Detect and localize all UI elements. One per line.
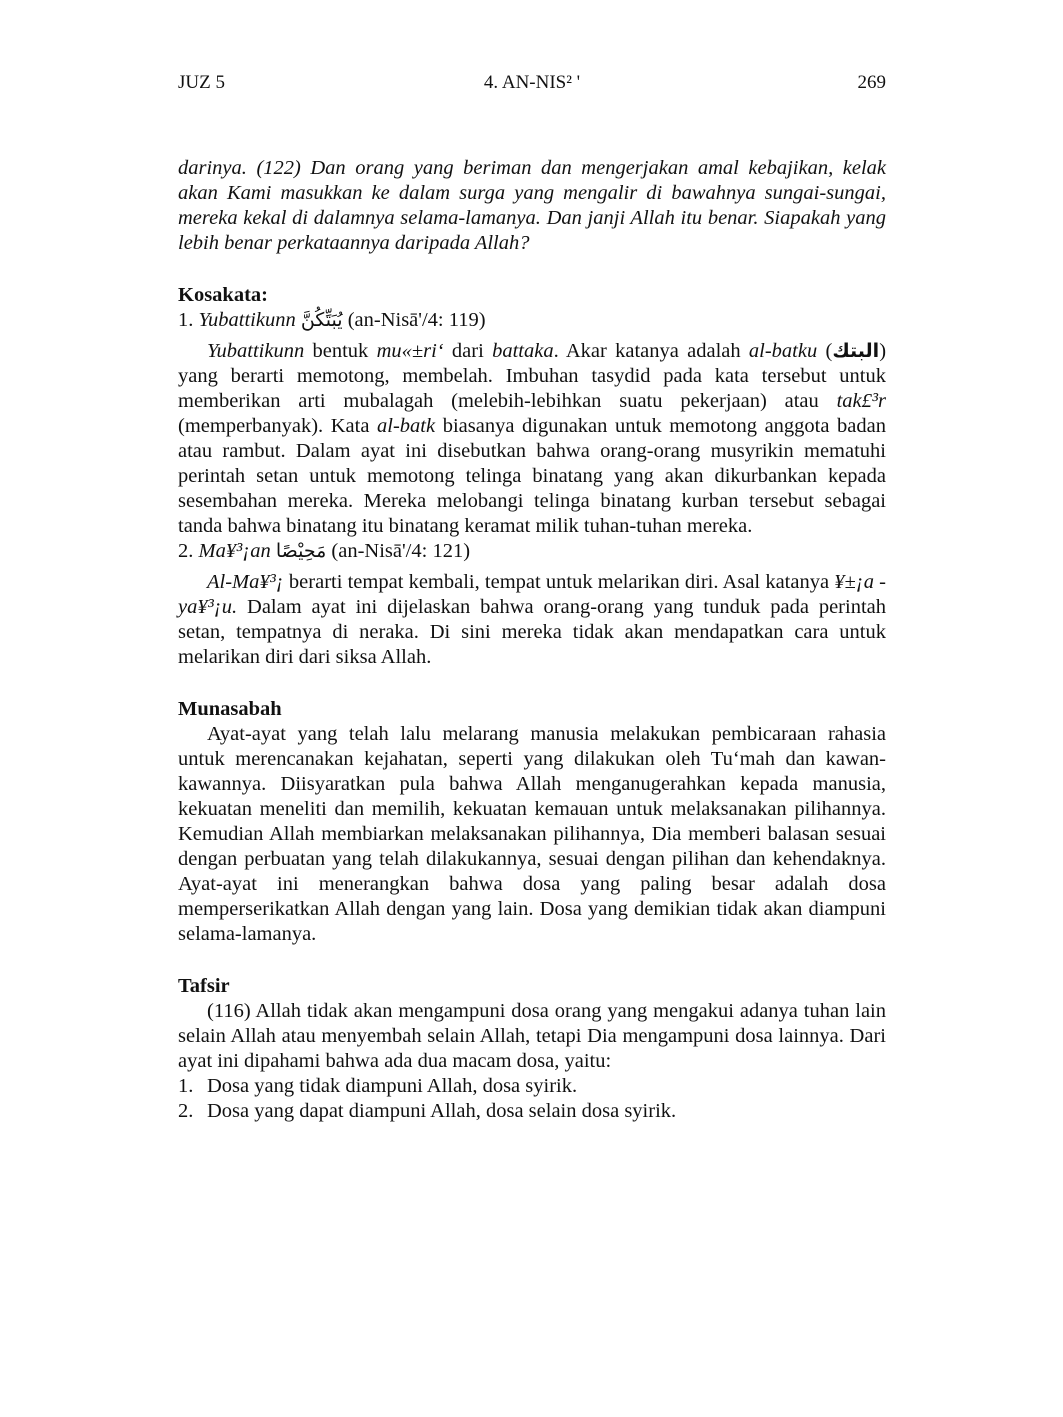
- vocab-term-1: [178, 308, 886, 333]
- list-number: 1.: [178, 1075, 194, 1097]
- vocab-term-1-explanation: Yubattikunn bentuk mu«±ri‘ dari battaka. Akar katanya adalah al-batku (البتك) yang berarti memotong, membelah. Imbuhan tasydid pada kata tersebut untuk memberikan arti mubalagah (melebih-lebihkan suatu pekerjaan) atau tak£³r (memperbanyak). Kata al-batk biasanya digunakan untuk memotong anggota badan atau rambut. Dalam ayat ini disebutkan bahwa orang-orang musyrikin mematuhi perintah setan untuk memotong telinga binatang yang akan dikurbankan kepada sesembahan mereka. Mereka melobangi telinga binatang kurban tersebut sebagai tanda bahwa binatang itu binatang keramat milik tuhan-tuhan mereka.: [178, 340, 887, 537]
- term-arabic: يُبَتِّكُنَّ: [300, 309, 343, 331]
- munasabah-paragraph: Ayat-ayat yang telah lalu melarang manusia melakukan pembicaraan rahasia untuk merencanakan kejahatan, seperti yang dilakukan oleh Tu‘mah dan kawan-kawannya. Diisyaratkan pula bahwa Allah menganugerahkan kepada manusia, kekuatan meneliti dan memilih, kekuatan kemauan untuk melaksanakan pilihannya. Kemudian Allah membiarkan melaksanakan pilihannya, Dia memberi balasan sesuai dengan perbuatan yang telah dilakukannya, sesuai dengan pilihan dan kehendaknya. Ayat-ayat ini menerangkan bahwa dosa yang paling besar adalah dosa memperserikatkan Allah dengan yang lain. Dosa yang demikian tidak akan diampuni selama-lamanya.: [178, 723, 886, 945]
- term-reference: (an-Nisā'/4: 121): [331, 540, 471, 562]
- page-number: 269: [857, 72, 886, 93]
- term-latin: Yubattikunn: [198, 309, 296, 331]
- vocab-term-2: [178, 539, 886, 564]
- munasabah-heading: Munasabah: [178, 698, 282, 720]
- term-number: 1.: [178, 309, 194, 331]
- tafsir-heading: Tafsir: [178, 975, 230, 997]
- kosakata-heading: Kosakata:: [178, 284, 268, 306]
- vocab-term-2-explanation: Al-Ma¥³¡ berarti tempat kembali, tempat untuk melarikan diri. Asal katanya ¥±¡a - ya¥³¡u. Dalam ayat ini dijelaskan bahwa orang-orang yang tunduk pada perintah setan, tempatnya di neraka. Di sini mereka tidak akan mendapatkan cara untuk melarikan diri dari siksa Allah.: [178, 571, 886, 668]
- term-reference: (an-Nisā'/4: 119): [347, 309, 486, 331]
- list-item: [178, 1099, 886, 1124]
- term-number: 2.: [178, 540, 194, 562]
- tafsir-paragraph: (116) Allah tidak akan mengampuni dosa orang yang mengakui adanya tuhan lain selain Allah atau menyembah selain Allah, tetapi Dia mengampuni dosa lainnya. Dari ayat ini dipahami bahwa ada dua macam dosa, yaitu:: [178, 1000, 886, 1072]
- list-text: Dosa yang tidak diampuni Allah, dosa syirik.: [207, 1075, 578, 1097]
- term-latin: Ma¥³¡an: [198, 540, 271, 562]
- list-number: 2.: [178, 1100, 194, 1122]
- page-body: [178, 156, 886, 1124]
- arabic-root: البتك: [832, 340, 880, 362]
- surah-title: 4. AN-NIS² ': [483, 72, 581, 93]
- juz-label: JUZ 5: [178, 72, 225, 93]
- list-text: Dosa yang dapat diampuni Allah, dosa selain dosa syirik.: [207, 1100, 677, 1122]
- intro-paragraph: darinya. (122) Dan orang yang beriman dan mengerjakan amal kebajikan, kelak akan Kami masukkan ke dalam surga yang mengalir di bawahnya sungai-sungai, mereka kekal di dalamnya selama-lamanya. Dan janji Allah itu benar. Siapakah yang lebih benar perkataannya daripada Allah?: [178, 157, 886, 254]
- page-header: [178, 72, 886, 98]
- list-item: [178, 1074, 886, 1099]
- term-arabic: مَحِيْصًا: [275, 540, 327, 562]
